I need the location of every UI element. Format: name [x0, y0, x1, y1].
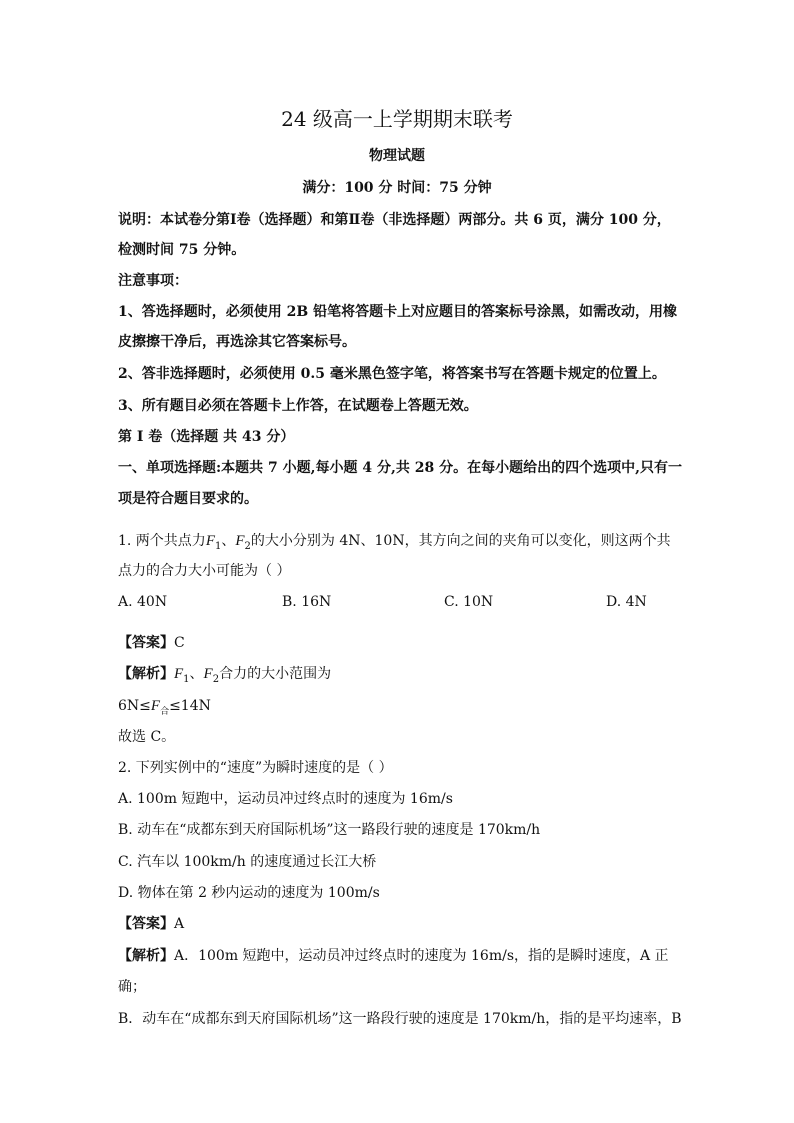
q2-analysis-line-1 — [118, 946, 669, 966]
q1-analysis-text: 合力的大小范围为 — [219, 666, 332, 682]
q1-analysis-separator: 、 — [189, 666, 204, 682]
notice-item-1-line-2: 皮擦擦干净后，再选涂其它答案标号。 — [118, 334, 356, 350]
notice-item-2: 2、答非选择题时，必须使用 0.5 毫米黑色签字笔，将答案书写在答题卡规定的位置上。 — [118, 366, 666, 382]
q1-range-line — [118, 696, 211, 718]
q2-answer-value: A — [174, 916, 185, 932]
q1-option-b: B. 16N — [282, 594, 332, 610]
q1-analysis-f1-sub: 1 — [183, 673, 190, 685]
q1-range-suffix: ≤14N — [169, 698, 211, 714]
q1-option-d: D. 4N — [606, 594, 647, 610]
part-1-heading-line-1: 一、单项选择题:本题共 7 小题,每小题 4 分,共 28 分。在每小题给出的四个选项中,只有一 — [118, 460, 682, 476]
q1-option-c: C. 10N — [444, 594, 494, 610]
q1-analysis-f2: F — [203, 666, 213, 682]
q1-range-subscript: 合 — [160, 707, 170, 717]
q1-answer-tag: 【答案】 — [118, 635, 174, 651]
q1-stem-suffix: 的大小分别为 4N、10N，其方向之间的夹角可以变化，则这两个共 — [250, 533, 671, 549]
part-1-heading-line-2: 项是符合题目要求的。 — [118, 491, 258, 507]
q2-stem: 2. 下列实例中的“速度”为瞬时速度的是（ ） — [118, 760, 393, 776]
q2-answer-tag: 【答案】 — [118, 916, 174, 932]
notice-heading: 注意事项： — [118, 273, 188, 289]
q1-stem-prefix: 1. 两个共点力 — [118, 533, 206, 549]
q2-option-c: C. 汽车以 100km/h 的速度通过长江大桥 — [118, 854, 377, 870]
q1-analysis-f2-sub: 2 — [212, 673, 220, 685]
q1-stem-line-2: 点力的合力大小可能为（ ） — [118, 563, 291, 579]
q1-range-prefix: 6N≤ — [118, 698, 151, 714]
notice-item-1-line-1: 1、答选择题时，必须使用 2B 铅笔将答题卡上对应题目的答案标号涂黑，如需改动，用橡 — [118, 304, 678, 320]
q1-range-force: F — [150, 698, 161, 714]
exam-title: 24 级高一上学期期末联考 — [281, 107, 513, 131]
q1-force-f2-sub: 2 — [244, 540, 251, 552]
q1-conclusion: 故选 C。 — [118, 729, 176, 745]
q1-analysis-line — [118, 664, 331, 690]
subject-title: 物理试题 — [369, 148, 425, 164]
score-time-line: 满分：100 分 时间：75 分钟 — [302, 180, 492, 196]
q1-force-f1-sub: 1 — [214, 540, 222, 552]
instruction-desc-line-2: 检测时间 75 分钟。 — [118, 242, 246, 258]
notice-item-3: 3、所有题目必须在答题卡上作答，在试题卷上答题无效。 — [118, 398, 478, 414]
q2-option-d: D. 物体在第 2 秒内运动的速度为 100m/s — [118, 885, 380, 901]
q1-answer-line — [118, 633, 185, 653]
q2-option-a: A. 100m 短跑中，运动员冲过终点时的速度为 16m/s — [118, 791, 453, 807]
q1-analysis-f1: F — [174, 666, 184, 682]
q2-option-b: B. 动车在“成都东到天府国际机场”这一路段行驶的速度是 170km/h — [118, 822, 541, 838]
q2-analysis-line-3: B．动车在“成都东到天府国际机场”这一路段行驶的速度是 170km/h，指的是平均速率，B — [118, 1011, 682, 1027]
q2-analysis-line-2: 确； — [118, 979, 146, 995]
q1-force-f1: F — [205, 533, 215, 549]
q1-force-f2: F — [235, 533, 245, 549]
q1-stem-line-1 — [118, 531, 671, 557]
q2-analysis-tag: 【解析】 — [118, 948, 174, 964]
q2-analysis-a-text: A．100m 短跑中，运动员冲过终点时的速度为 16m/s，指的是瞬时速度，A 正 — [174, 948, 669, 964]
q1-answer-value: C — [174, 635, 185, 651]
instruction-desc-line-1: 说明：本试卷分第Ⅰ卷（选择题）和第Ⅱ卷（非选择题）两部分。共 6 页，满分 100 分， — [118, 212, 671, 228]
q1-option-a: A. 40N — [118, 594, 168, 610]
q1-analysis-tag: 【解析】 — [118, 666, 174, 682]
volume-1-heading: 第 I 卷（选择题 共 43 分） — [118, 429, 295, 445]
q1-separator: 、 — [221, 533, 236, 549]
q2-answer-line — [118, 914, 184, 934]
